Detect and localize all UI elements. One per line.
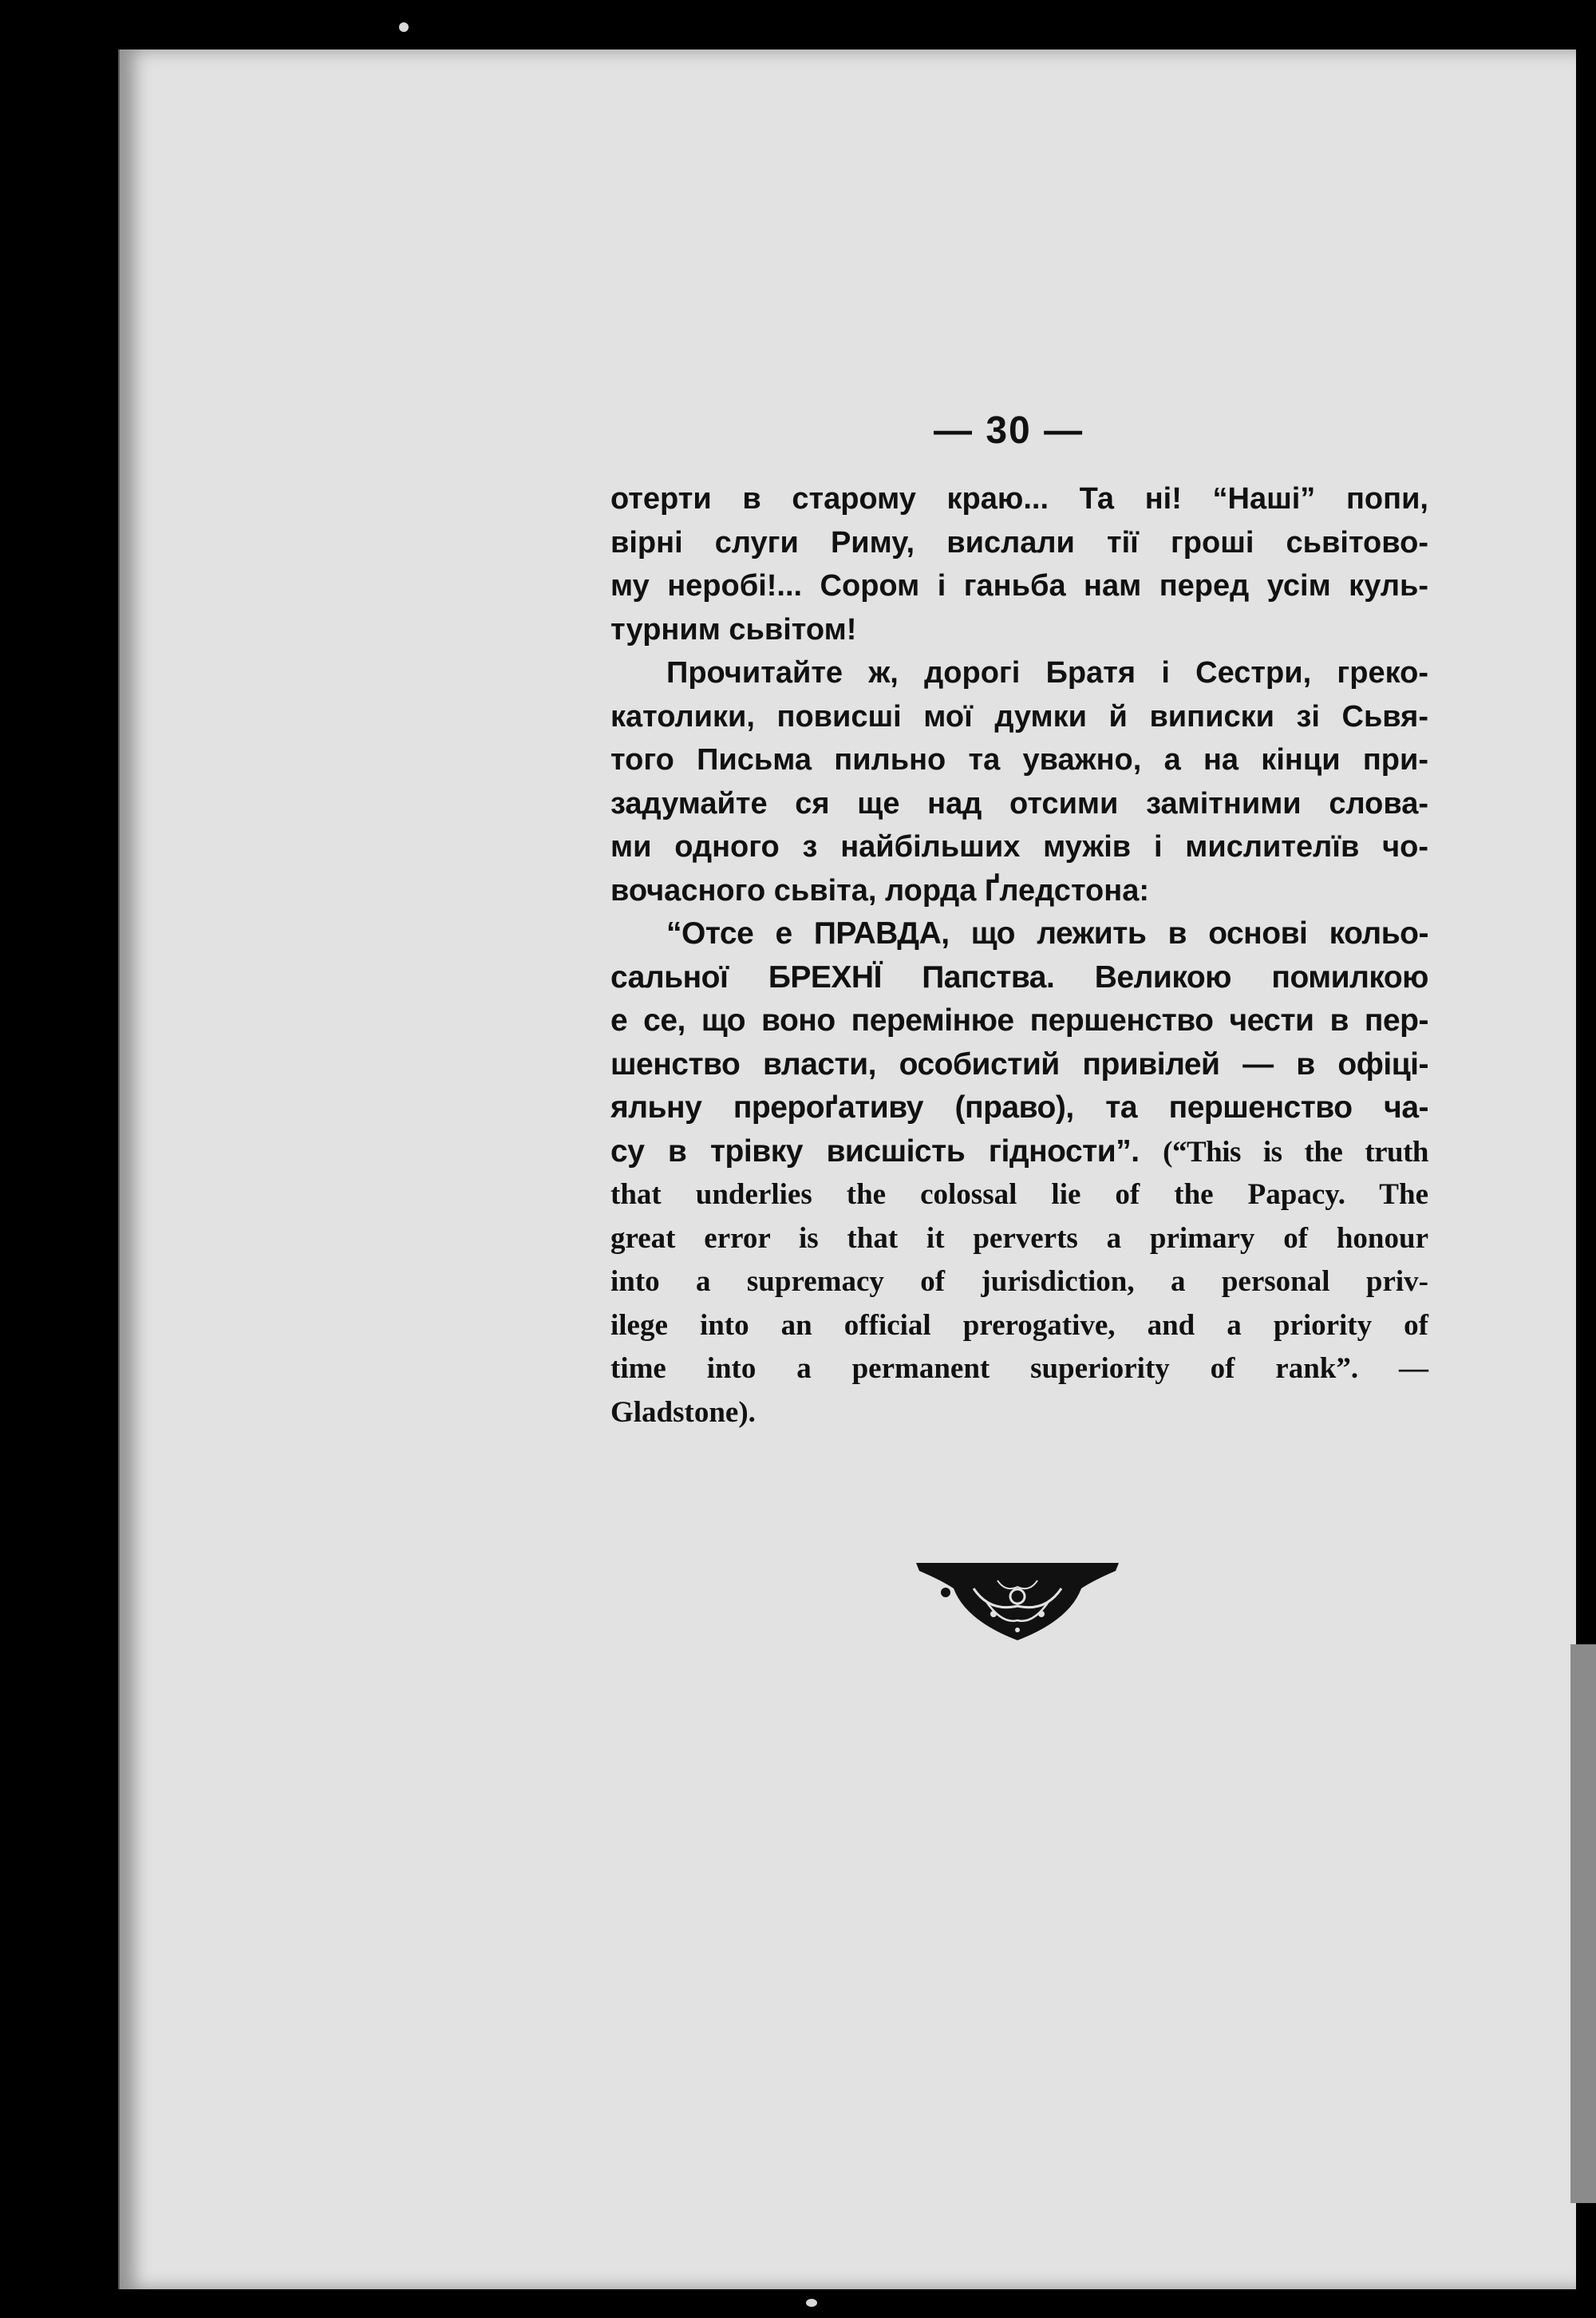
text-line: отерти в старому краю... Та ні! “Наші” попи, xyxy=(610,482,1428,516)
text-line: вірні слуги Риму, вислали тії гроші сьвітово- xyxy=(610,525,1428,560)
mixed-quote-line xyxy=(610,1130,1428,1174)
english-line: that underlies the colossal lie of the Papacy. The xyxy=(610,1178,1428,1211)
english-line: ilege into an official prerogative, and a priority of xyxy=(610,1308,1428,1342)
quote-line: сальної БРЕХНЇ Папства. Великою помилкою xyxy=(610,959,1428,995)
english-line: Gladstone). xyxy=(610,1395,756,1429)
floral-tailpiece-icon xyxy=(910,1557,1125,1648)
text-line: задумайте ся ще над отсими замітними слова- xyxy=(610,786,1428,821)
text-line: католики, повисші мої думки й виписки зі Сьвя- xyxy=(610,699,1428,734)
text-line: турним сьвітом! xyxy=(610,612,857,647)
quote-english-start: (“This is the truth xyxy=(1163,1135,1429,1169)
english-line: great error is that it perverts a primary of honour xyxy=(610,1221,1428,1255)
english-line: into a supremacy of jurisdiction, a personal priv- xyxy=(610,1265,1428,1298)
quote-line: шенство власти, особистий привілей — в офіці- xyxy=(610,1046,1428,1082)
scan-speck xyxy=(806,2299,817,2307)
english-line: time into a permanent superiority of rank”. — xyxy=(610,1352,1428,1385)
quote-ukrainian-end: су в трівку висшість гідности”. xyxy=(610,1133,1140,1169)
quote-line: “Отсе е ПРАВДА, що лежить в основі кольо- xyxy=(666,916,1428,951)
page-number: — 30 — xyxy=(934,409,1084,452)
scan-edge-strip xyxy=(1570,1644,1596,2203)
text-line: му неробі!... Сором і ганьба нам перед усім куль- xyxy=(610,569,1428,603)
quote-line: е се, що воно перемінюе першенство чести в пер- xyxy=(610,1003,1428,1038)
body-text xyxy=(610,477,1428,1434)
text-line: ми одного з найбільших мужів і мислителїв чо- xyxy=(610,830,1428,864)
text-line: Прочитайте ж, дорогі Братя і Сестри, греко- xyxy=(666,656,1428,690)
text-line: вочасного сьвіта, лорда Ґледстона: xyxy=(610,873,1150,908)
scan-speck xyxy=(399,22,409,32)
text-line: того Письма пильно та уважно, а на кінци при- xyxy=(610,743,1428,777)
quote-line: яльну прероґативу (право), та першенство ча- xyxy=(610,1090,1428,1125)
